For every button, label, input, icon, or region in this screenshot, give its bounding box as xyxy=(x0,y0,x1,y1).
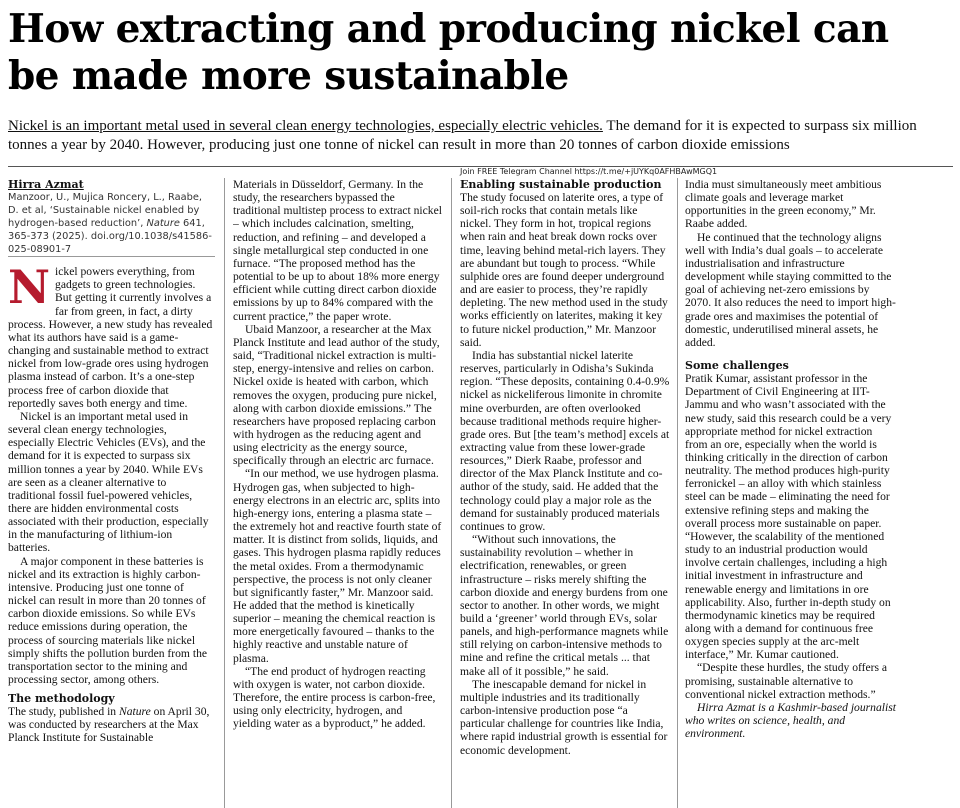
section-heading: Enabling sustainable production xyxy=(460,178,662,191)
paragraph: Materials in Düsseldorf, Germany. In the study, the researchers bypassed the traditional multistep process to extract nickel – which includes calcination, smelting, reduction, and refining – and developed a single metallurgical step conducted in one furnace. “The proposed method has the potential to be up to about 18% more energy efficient while cutting direct carbon dioxide emissions by up to 84% compared with the current practice,” the paper wrote. xyxy=(233,178,442,323)
paragraph: India has substantial nickel laterite reserves, particularly in Odisha’s Sukinda region. “These deposits, containing 0.4-0.9% nickel as nickeliferous limonite in chromite mine overburden, are often overlooked because traditional methods require higher-grade ores. But [the team’s method] excels at extracting value from these lower-grade resources,” Dierk Raabe, professor and director of the Max Planck Institute and co-author of the study, said. He added that the technology could play a major role as the demand for sustainably produced materials continues to grow. xyxy=(460,348,670,533)
paragraph: The study focused on laterite ores, a type of soil-rich rocks that contain metals like nickel. They form in hot, tropical regions when rain and heat break down rocks over time, leaving behind metal-rich layers. They are abundant but tough to process. “While sulphide ores are found deeper underground and are easier to process, they’re rapidly depleting. The new method used in the study works efficiently on laterites, making it key to future nickel production,” Mr. Manzoor said. xyxy=(460,191,668,349)
paragraph xyxy=(8,260,215,410)
paragraph: Pratik Kumar, assistant professor in the Department of Civil Engineering at IIT-Jammu and who wasn’t associated with the new study, said this research could be a very appropriate method for nickel extraction from an ore, especially when the world is thinking critically in the direction of carbon neutrality. The method produces high-purity ferronickel – an alloy with which stainless steel can be made – eliminating the need for extensive refining steps and making the overall process more sustainable on paper. “However, the scalability of the mentioned study to an industrial production would involve certain challenges, including a high initial investment in infrastructure and renewable energy and limitations in ore applicability. Also, further in-depth study on thermodynamic kinetics may be required along with a demand for continuous free oxygen species supply at the arc-melt interface,” Mr. Kumar cautioned. xyxy=(685,372,892,662)
standfirst-underlined: Nickel is an important metal used in several clean energy technologies, especially electric vehicles. xyxy=(8,118,603,134)
citation-details: 641, 365-373 (2025). doi.org/10.1038/s41586-025-08901-7 xyxy=(8,218,212,256)
headline: How extracting and producing nickel can be made more sustainable xyxy=(8,6,889,99)
drop-cap: N xyxy=(8,260,51,315)
citation-journal: Nature xyxy=(146,218,180,230)
citation-authors: Manzoor, U., Mujica Roncery, L., Raabe, D. et al, ‘Sustainable nickel enabled by hydrogen-based reduction’, xyxy=(8,192,202,230)
paragraph: A major component in these batteries is nickel and its extraction is highly carbon-intensive. Producing just one tonne of nickel can result in more than 20 tonnes of carbon dioxide emissions. So while EVs reduce emissions during operation, the process of sourcing materials like nickel simply shifts the pollution burden from the transportation sector to the mining and processing sector, among others. xyxy=(8,554,208,686)
paragraph-text: ickel powers everything, from gadgets to green technologies. But getting it currently involves a far from green, in fact, a dirty process. However, a new study has revealed what its authors have said is a game-changing and sustainable method to extract nickel from low-grade ores using hydrogen plasma instead of carbon. It’s a one-step process free of carbon dioxide that reportedly saves both energy and time. xyxy=(8,265,213,410)
paragraph: He continued that the technology aligns well with India’s dual goals – to accelerate industrialisation and infrastructure development while staying committed to the goal of achieving net-zero emissions by 2070. It also reduces the need to import high-grade ores and maximises the potential of domestic, underutilised mineral assets, he added. xyxy=(685,230,896,349)
citation-rule xyxy=(8,256,215,257)
paragraph: “Without such innovations, the sustainability revolution – whether in electrification, renewables, or green infrastructure – risks merely shifting the carbon dioxide and energy burdens from one sector to another. In other words, we might build a ‘greener’ world through EVs, solar panels, and high-performance magnets while still relying on carbon-intensive methods to mine and refine the critical metals ... that make all of it possible,” he said. xyxy=(460,533,669,678)
column-divider xyxy=(224,178,225,808)
paragraph: Nickel is an important metal used in several clean energy technologies, especially Electric Vehicles (EVs), and the demand for it is expected to surpass six million tonnes a year by 2040. While EVs are seen as a cleaner alternative to traditional fossil fuel-powered vehicles, there are hidden environmental costs associated with their production, especially in the manufacturing of lithium-ion batteries. xyxy=(8,409,209,555)
telegram-banner: Join FREE Telegram Channel https://t.me/+jUYKq0AFHBAwMGQ1 xyxy=(460,167,718,176)
article-column-4 xyxy=(685,178,897,808)
paragraph: India must simultaneously meet ambitious climate goals and leverage market opportunities in the green economy,” Mr. Raabe added. xyxy=(685,178,882,231)
article-column-1 xyxy=(8,178,215,808)
citation xyxy=(8,191,215,256)
section-heading: Some challenges xyxy=(685,359,789,373)
article-column-3 xyxy=(460,178,670,808)
byline: Hirra Azmat xyxy=(8,178,84,191)
article-column-2 xyxy=(233,178,443,808)
standfirst-rest: The demand for it is expected to surpass six million tonnes a year by 2040. However, producing just one tonne of nickel can result in more than 20 tonnes of carbon dioxide emissions xyxy=(8,118,917,153)
paragraph: Ubaid Manzoor, a researcher at the Max Planck Institute and lead author of the study, said, “Traditional nickel extraction is multi-step, energy-intensive and relies on carbon. Nickel oxide is heated with carbon, which removes the oxygen, producing pure nickel, along with carbon dioxide emissions.” The researchers have proposed replacing carbon with hydrogen as the reducing agent and using electricity as the energy source, specifically through an electric arc furnace. xyxy=(233,322,440,468)
column-divider xyxy=(451,178,452,808)
journal-name: Nature xyxy=(119,705,151,719)
column-divider xyxy=(677,178,678,808)
paragraph: “Despite these hurdles, the study offers a promising, sustainable alternative to conventional nickel extraction methods.” xyxy=(685,661,888,701)
author-note: Hirra Azmat is a Kashmir-based journalist who writes on science, health, and environment. xyxy=(685,700,896,741)
paragraph: “The end product of hydrogen reacting with oxygen is water, not carbon dioxide. Therefore, the entire process is carbon-free, using only electricity, hydrogen, and yielding water as a byproduct,” he added. xyxy=(233,664,436,731)
section-heading: The methodology xyxy=(8,692,115,706)
paragraph: The inescapable demand for nickel in multiple industries and its traditionally carbon-intensive production pose “a particular challenge for countries like India, where rapid industrial growth is essential for economic development. xyxy=(460,677,668,757)
paragraph: “In our method, we use hydrogen plasma. Hydrogen gas, when subjected to high-energy electrons in an electric arc, splits into high-energy ions, entering a plasma state – the extremely hot and reactive fourth state of matter. It is distinct from solids, liquids, and gases. This hydrogen plasma rapidly reduces the metal oxides. From a thermodynamic perspective, the process is not only cleaner but significantly faster,” Mr. Manzoor said. He added that the method is kinetically superior – meaning the chemical reaction is more energetically favoured – thanks to the highly reactive and unstable nature of plasma. xyxy=(233,467,442,665)
paragraph xyxy=(8,705,215,744)
standfirst xyxy=(8,117,948,155)
paragraph-text: on April 30, was conducted by researchers at the Max Planck Institute for Sustainable xyxy=(8,705,210,745)
paragraph-text: The study, published in xyxy=(8,705,119,719)
